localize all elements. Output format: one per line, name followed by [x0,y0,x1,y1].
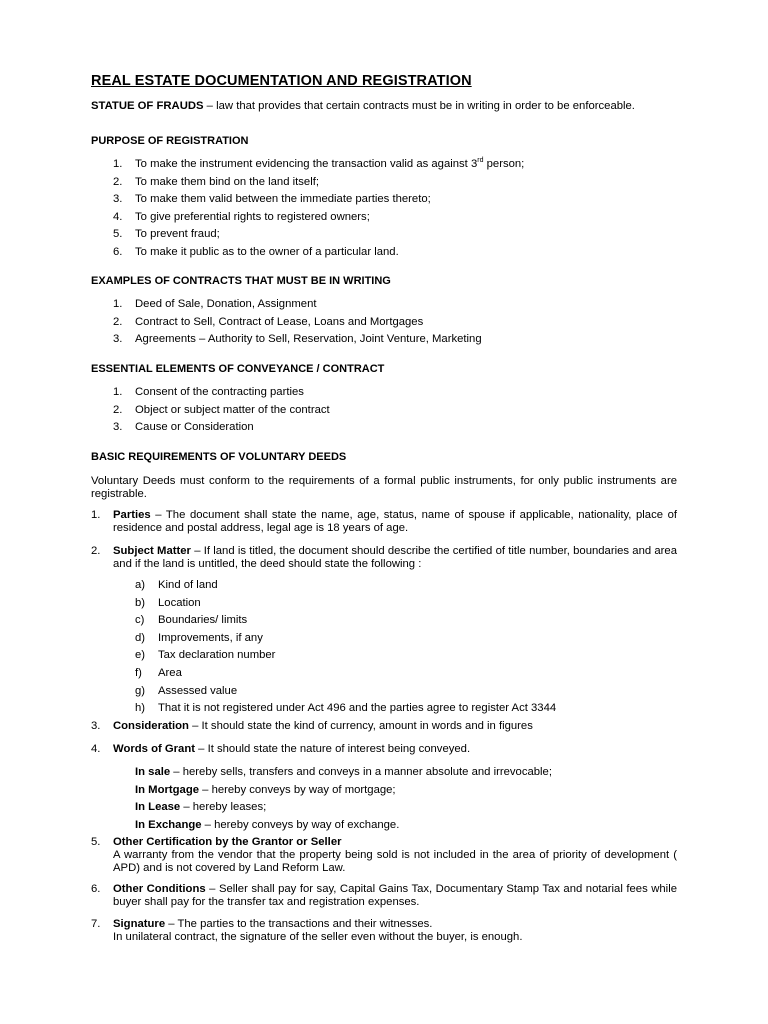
item-letter: h) [135,702,146,715]
item-letter: e) [135,649,146,662]
list-item [135,614,556,632]
requirement-parties [91,509,677,535]
item-text: To make them bind on the land itself; [135,175,319,188]
item-text: Kind of land [158,579,218,591]
item-text: Agreements – Authority to Sell, Reservation, Joint Venture, Marketing [135,333,482,346]
item-term: Parties [113,509,151,521]
examples-list [91,298,482,351]
item-number: 1. [113,386,123,398]
statute-of-frauds-paragraph [91,100,677,113]
item-text: That it is not registered under Act 496 and the parties agree to register Act 3344 [158,702,557,715]
item-text: Cause or Consideration [135,421,254,434]
grant-item [135,766,675,784]
list-item [135,702,556,720]
basic-heading: BASIC REQUIREMENTS OF VOLUNTARY DEEDS [91,451,347,463]
item-text: To give preferential rights to registered owners; [135,210,370,223]
list-item [91,228,524,246]
item-number: 6. [91,883,101,895]
grant-item [135,819,675,837]
item-number: 6. [113,245,123,258]
document-title: REAL ESTATE DOCUMENTATION AND REGISTRATION [91,73,472,89]
list-item [135,667,556,685]
item-number: 3. [91,720,101,732]
grant-list [135,766,675,836]
requirement-words-of-grant [91,743,677,756]
item-letter: a) [135,579,146,591]
item-text: Assessed value [158,684,238,697]
item-text: To make them valid between the immediate parties thereto; [135,193,431,206]
list-item [91,211,524,229]
list-item [91,333,482,351]
item-text: – The parties to the transactions and their witnesses. [165,918,433,930]
item-text: Improvements, if any [158,631,263,644]
item-term: Subject Matter [113,545,191,557]
item-letter: b) [135,596,146,609]
essential-heading: ESSENTIAL ELEMENTS OF CONVEYANCE / CONTRACT [91,363,385,375]
list-item [91,158,524,176]
list-item [91,246,524,264]
grant-item [135,784,675,802]
item-text: To prevent fraud; [135,228,220,241]
item-text: Consent of the contracting parties [135,386,304,398]
item-number: 5. [113,228,123,241]
list-item [91,316,482,334]
item-letter: d) [135,631,146,644]
essential-list [91,386,330,439]
grant-item [135,801,675,819]
grant-text: – hereby leases; [180,801,267,814]
item-text: A warranty from the vendor that the property being sold is not included in the area of priority of development ( APD) and is not covered by Land Reform Law. [113,849,677,874]
item-text: – The document shall state the name, age, status, name of spouse if applicable, nationality, place of residence and postal address, legal age is 18 years of age. [113,509,677,534]
grant-text: – hereby conveys by way of exchange. [201,818,400,831]
item-text: Location [158,596,201,609]
item-text: Contract to Sell, Contract of Lease, Loans and Mortgages [135,315,424,328]
grant-term: In sale [135,766,171,778]
list-item [135,649,556,667]
list-item [91,298,482,316]
item-letter: c) [135,614,145,627]
basic-intro: Voluntary Deeds must conform to the requirements of a formal public instruments, for only public instruments are registrable. [91,475,677,500]
list-item [91,404,330,422]
item-superscript: rd [477,157,484,165]
item-text: Object or subject matter of the contract [135,403,330,416]
item-letter: g) [135,684,146,697]
item-number: 5. [91,836,101,848]
item-term: Words of Grant [113,743,196,755]
list-item [91,193,524,211]
requirement-other-conditions [91,883,677,909]
item-number: 3. [113,333,123,346]
item-term: Other Conditions [113,883,206,895]
item-text: To make it public as to the owner of a particular land. [135,245,399,258]
item-number: 3. [113,421,123,434]
item-number: 3. [113,193,123,206]
item-number: 1. [113,158,123,170]
item-number: 1. [91,509,101,521]
list-item [135,685,556,703]
grant-text: – hereby sells, transfers and conveys in a manner absolute and irrevocable; [170,766,552,778]
item-text: – Seller shall pay for say, Capital Gains Tax, Documentary Stamp Tax and notarial fees while buyer shall pay for the transfer tax and registration expenses. [113,883,677,908]
item-term: Signature [113,918,166,930]
grant-term: In Exchange [135,818,202,831]
requirement-subject-matter [91,545,677,571]
item-number: 4. [113,210,123,223]
item-text: – It should state the nature of interest being conveyed. [195,743,471,755]
grant-text: – hereby conveys by way of mortgage; [199,783,396,796]
list-item [135,579,556,597]
item-number: 2. [113,403,123,416]
item-text: To make the instrument evidencing the transaction valid as against 3 [135,158,478,170]
item-text: – If land is titled, the document should describe the certified of title number, boundaries and area and if the land is untitled, the deed should state the following : [113,545,677,570]
item-term: Other Certification by the Grantor or Seller [113,836,342,848]
list-item [135,632,556,650]
examples-heading: EXAMPLES OF CONTRACTS THAT MUST BE IN WRITING [91,275,391,287]
list-item [91,421,330,439]
item-text-second-line: In unilateral contract, the signature of the seller even without the buyer, is enough. [113,931,523,943]
requirement-consideration [91,720,677,733]
list-item [91,176,524,194]
item-text: Area [158,666,182,679]
item-term: Consideration [113,720,189,732]
item-text-after: person; [483,158,525,170]
item-letter: f) [135,666,142,679]
item-text: Deed of Sale, Donation, Assignment [135,298,317,310]
requirement-other-certification [91,836,677,875]
subject-matter-list [135,579,556,720]
item-number: 1. [113,298,123,310]
list-item [135,597,556,615]
statute-term: STATUE OF FRAUDS [91,100,204,112]
requirement-signature [91,918,677,944]
statute-text: – law that provides that certain contracts must be in writing in order to be enforceable. [203,100,635,112]
item-number: 2. [113,315,123,328]
item-text: Boundaries/ limits [158,614,248,627]
grant-term: In Mortgage [135,783,200,796]
item-number: 4. [91,743,101,755]
item-number: 2. [91,545,101,557]
document-page [91,0,677,1024]
purpose-heading: PURPOSE OF REGISTRATION [91,135,249,147]
item-number: 7. [91,918,101,930]
item-text: Tax declaration number [158,649,276,662]
list-item [91,386,330,404]
item-text: – It should state the kind of currency, amount in words and in figures [188,720,533,732]
grant-term: In Lease [135,801,181,814]
item-number: 2. [113,175,123,188]
purpose-list [91,158,524,264]
